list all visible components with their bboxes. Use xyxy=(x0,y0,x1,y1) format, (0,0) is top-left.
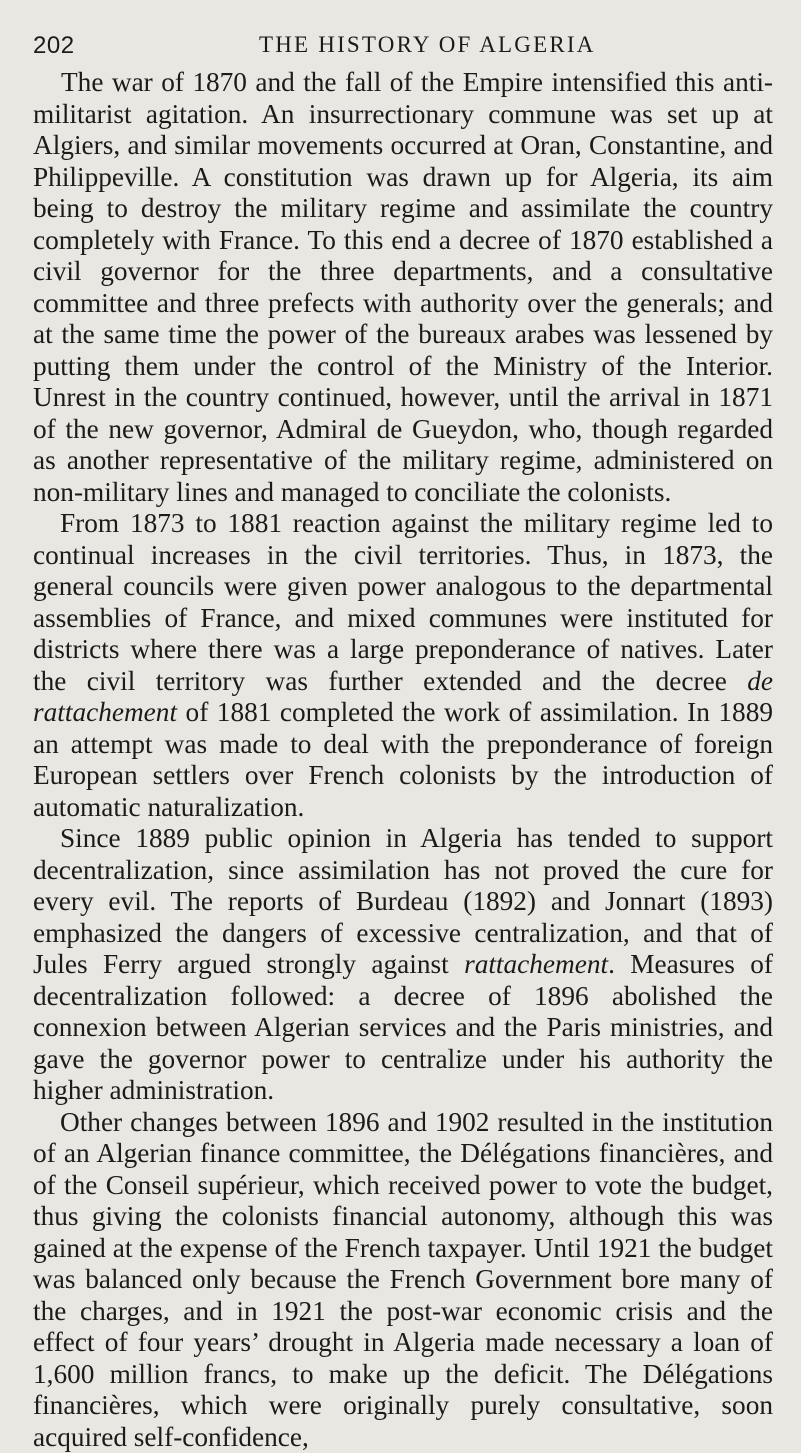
paragraph xyxy=(33,823,773,1107)
paragraph-text: . Measures of decentralization followed: a decree of 1896 abolished the connexion between Algerian services and the Paris ministries, and gave the governor power to centralize under his authority the higher administration. xyxy=(33,949,773,1105)
paragraph xyxy=(33,67,773,508)
italic-term: rattachement xyxy=(464,949,608,979)
running-head xyxy=(33,32,773,60)
paragraph-text: Since 1889 public opinion in Algeria has tended to support decentralization, since assimilation has not proved the cure for every evil. The reports of Burdeau (1892) and Jonnart (1893) emphasized the dangers of excessive centralization, and that of Jules Ferry argued strongly against xyxy=(33,823,773,979)
running-title: THE HISTORY OF ALGERIA xyxy=(259,32,596,58)
paragraph-text: Other changes between 1896 and 1902 resulted in the institution of an Algerian finance committee, the Délégations financières, and of the Conseil supérieur, which received power to vote the budget, thus giving the colonists financial autonomy, although this was gained at the expense of the French taxpayer. Until 1921 the budget was balanced only because the French Government bore many of the charges, and in 1921 the post-war economic crisis and the effect of four years’ drought in Algeria made necessary a loan of 1,600 million francs, to make up the deficit. The Délégations financières, which were originally purely consultative, soon acquired self-confidence, xyxy=(33,1107,773,1452)
paragraph-text: The war of 1870 and the fall of the Empire intensified this anti-militarist agitation. An insurrectionary commune was set up at Algiers, and similar movements occurred at Oran, Constantine, and Philippeville. A constitution was drawn up for Algeria, its aim being to destroy the military regime and assimilate the country completely with France. To this end a decree of 1870 established a civil governor for the three departments, and a consultative committee and three prefects with authority over the generals; and at the same time the power of the bureaux arabes was lessened by putting them under the control of the Ministry of the Interior. Unrest in the country continued, however, until the arrival in 1871 of the new governor, Admiral de Gueydon, who, though regarded as another representative of the military regime, administered on non-military lines and managed to conciliate the colonists. xyxy=(33,67,773,507)
paragraph-text: From 1873 to 1881 reaction against the military regime led to continual increases in the civil territories. Thus, in 1873, the general councils were given power analogous to the departmental assemblies of France, and mixed communes were instituted for districts where there was a large preponderance of natives. Later the civil territory was further extended and the decree xyxy=(33,508,773,696)
paragraph-text: of 1881 completed the work of assimilation. In 1889 an attempt was made to deal with the preponderance of foreign European settlers over French colonists by the introduction of automatic naturalization. xyxy=(33,697,773,822)
page-number: 202 xyxy=(33,32,75,60)
paragraph xyxy=(33,1107,773,1453)
body-text xyxy=(33,67,773,1453)
paragraph xyxy=(33,508,773,823)
italic-term: de rattachement xyxy=(33,666,773,728)
